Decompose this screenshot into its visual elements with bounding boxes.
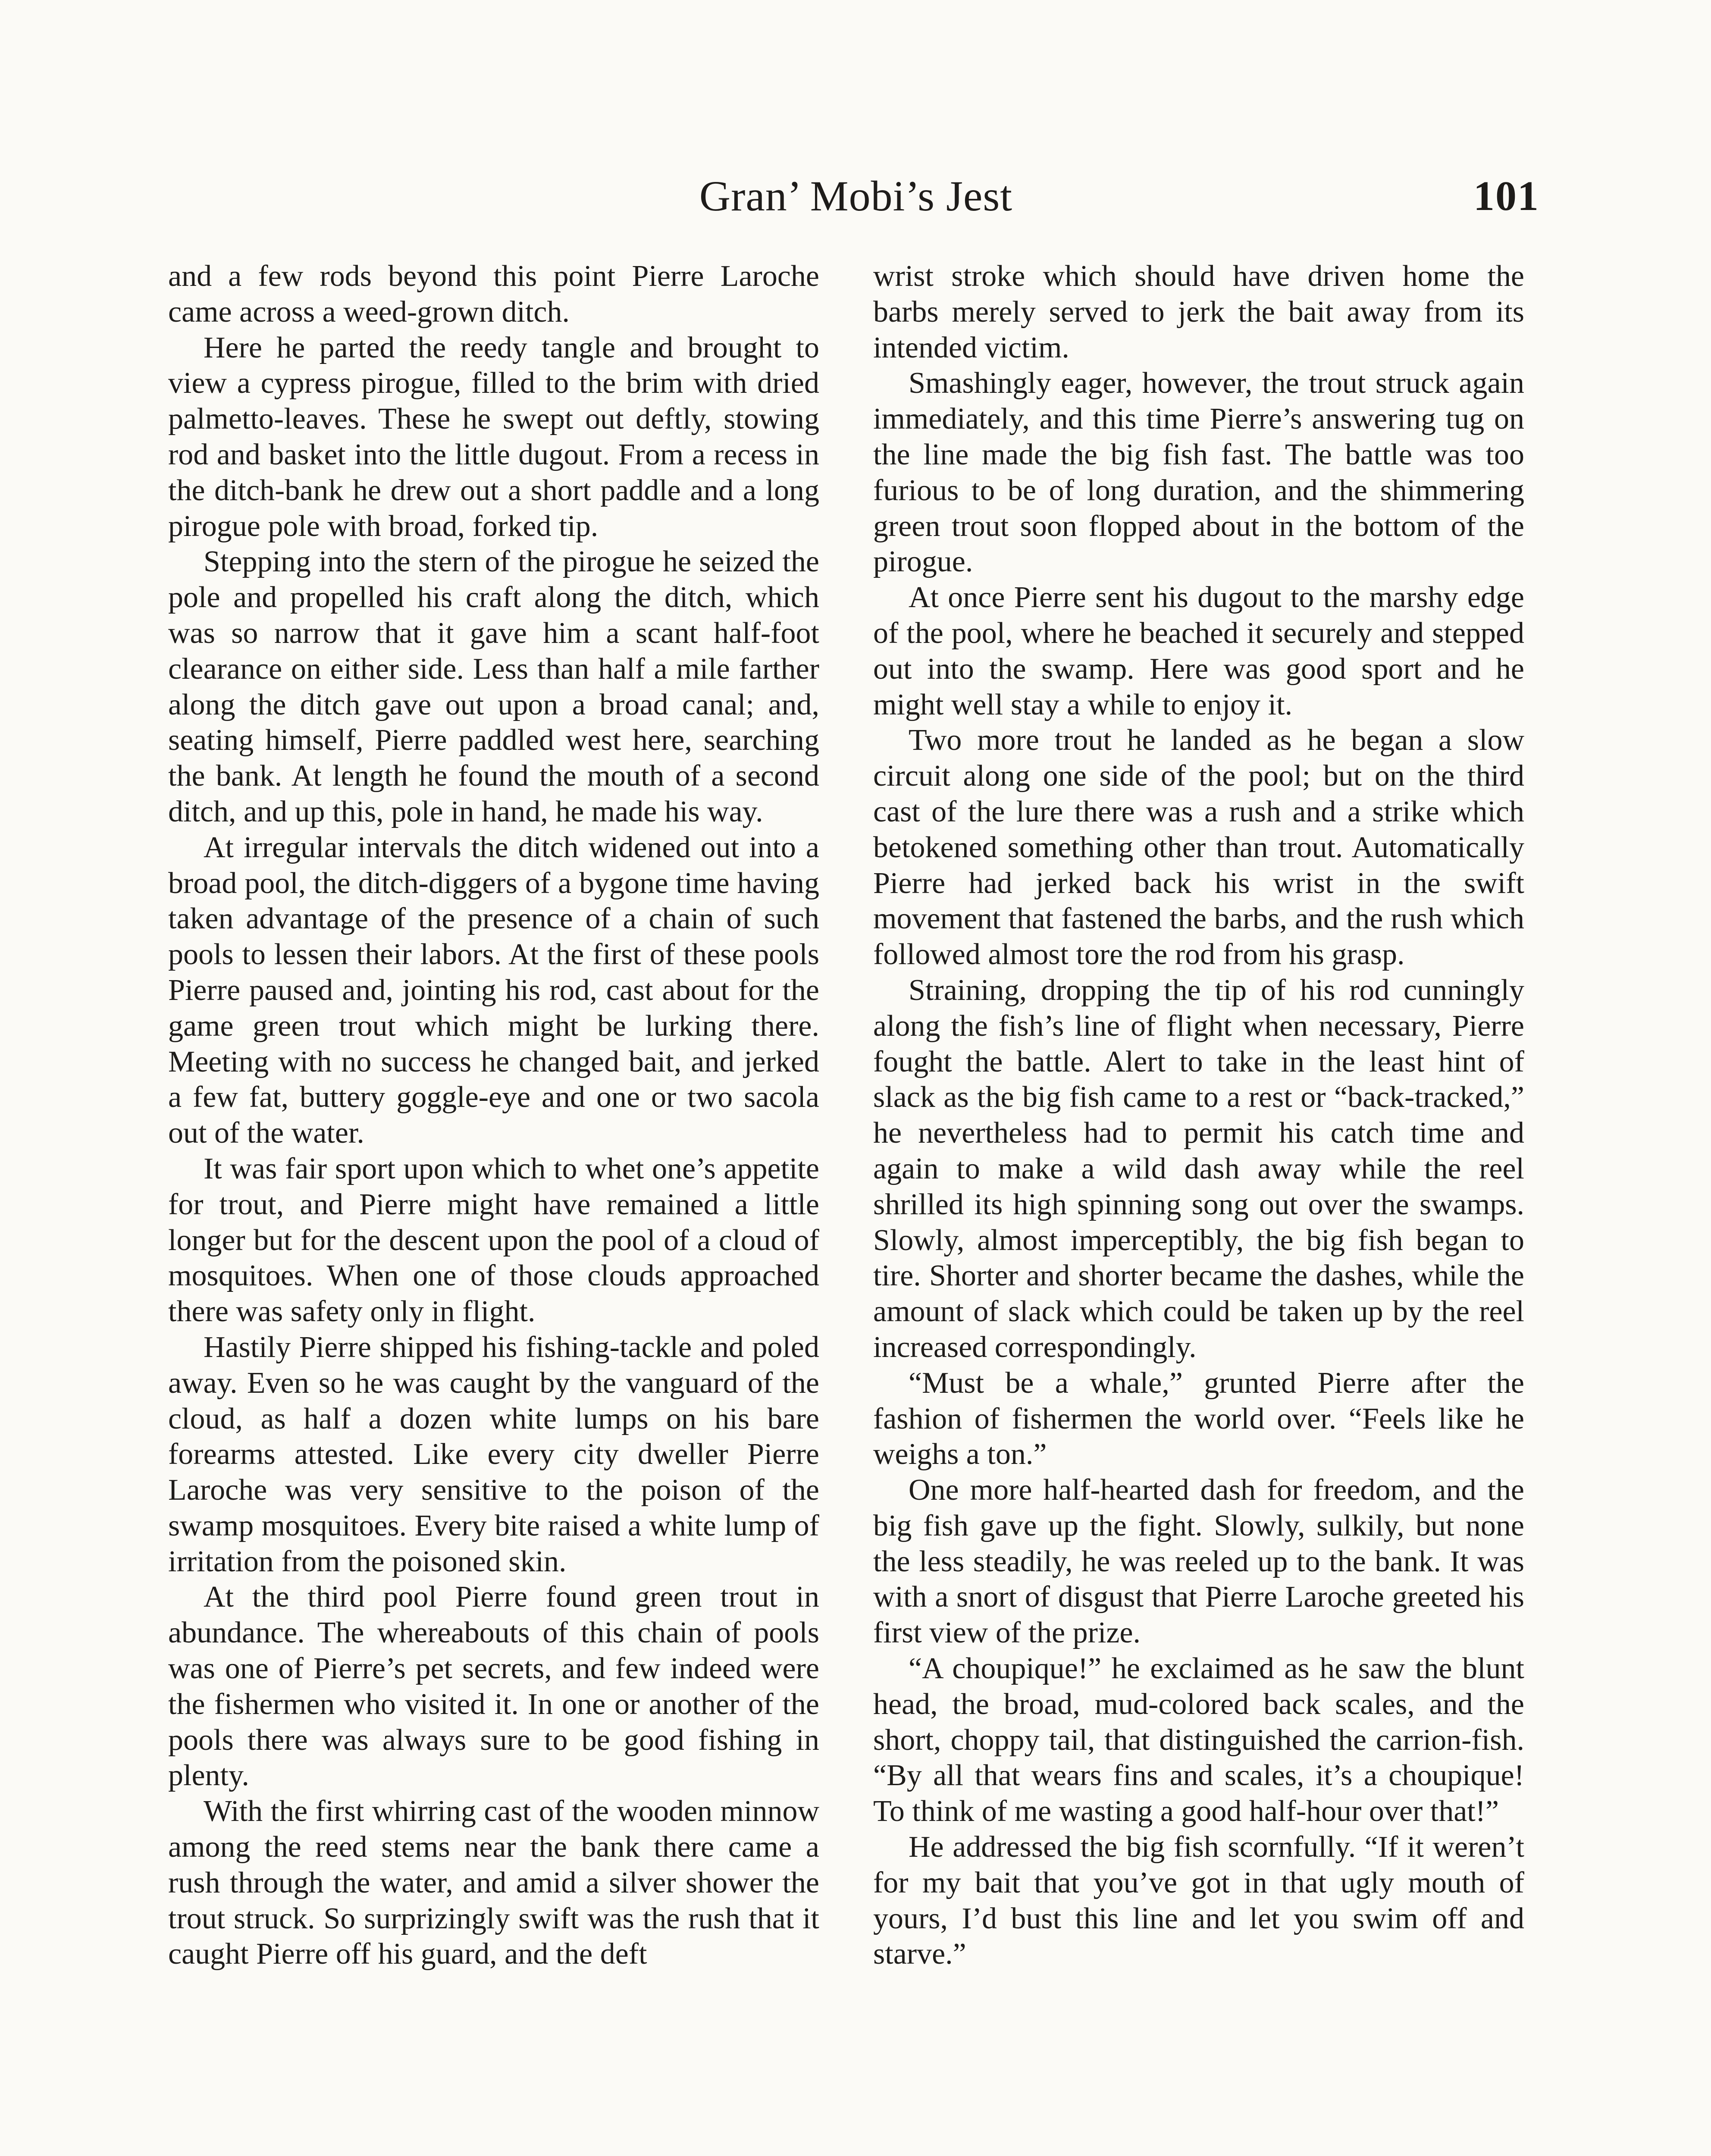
paragraph: Hastily Pierre shipped his fishing-tackle and poled away. Even so he was caught by the vanguard of the cloud, as half a dozen white lumps on his bare forearms attested. Like every city dweller Pierre Laroche was very sensitive to the poison of the swamp mosquitoes. Every bite raised a white lump of irritation from the poisoned skin.	[168, 1330, 819, 1578]
paragraph: At irregular intervals the ditch widened out into a broad pool, the ditch-diggers of a bygone time having taken advantage of the presence of a chain of such pools to lessen their labors. At the first of these pools Pierre paused and, jointing his rod, cast about for the game green trout which might be lurking there. Meeting with no success he changed bait, and jerked a few fat, buttery goggle-eye and one or two sacola out of the water.	[168, 830, 819, 1150]
paragraph: With the first whirring cast of the wooden minnow among the reed stems near the bank there came a rush through the water, and amid a silver shower the trout struck. So surprizingly swift was the rush that it caught Pierre off his guard, and the deft	[168, 1795, 819, 1971]
paragraph: At once Pierre sent his dugout to the marshy edge of the pool, where he beached it securely and stepped out into the swamp. Here was good sport and he might well stay a while to enjoy it.	[873, 581, 1524, 721]
page-header	[172, 164, 1539, 229]
paragraph: Here he parted the reedy tangle and brought to view a cypress pirogue, filled to the brim with dried palmetto-leaves. These he swept out deftly, stowing rod and basket into the little dugout. From a recess in the ditch-bank he drew out a short paddle and a long pirogue pole with broad, forked tip.	[168, 331, 819, 543]
paragraph: At the third pool Pierre found green trout in abundance. The whereabouts of this chain of pools was one of Pierre’s pet secrets, and few indeed were the fishermen who visited it. In one or another of the pools there was always sure to be good fishing in plenty.	[168, 1580, 819, 1792]
running-title: Gran’ Mobi’s Jest	[699, 172, 1013, 220]
paragraph: “Must be a whale,” grunted Pierre after the fashion of fishermen the world over. “Feels like he weighs a ton.”	[873, 1366, 1524, 1471]
paragraph: Smashingly eager, however, the trout struck again immediately, and this time Pierre’s answering tug on the line made the big fish fast. The battle was too furious to be of long duration, and the shimmering green trout soon flopped about in the bottom of the pirogue.	[873, 367, 1524, 579]
paragraph: Straining, dropping the tip of his rod cunningly along the fish’s line of flight when necessary, Pierre fought the battle. Alert to take in the least hint of slack as the big fish came to a rest or “back-tracked,” he nevertheless had to permit his catch time and again to make a wild dash away while the reel shrilled its high spinning song out over the swamps. Slowly, almost imperceptibly, the big fish began to tire. Shorter and shorter became the dashes, while the amount of slack which could be taken up by the reel increased correspondingly.	[873, 973, 1524, 1364]
right-column	[873, 259, 1524, 1972]
paragraph: and a few rods beyond this point Pierre Laroche came across a weed-grown ditch.	[168, 260, 819, 329]
paragraph: It was fair sport upon which to whet one’s appetite for trout, and Pierre might have remained a little longer but for the descent upon the pool of a cloud of mosquitoes. When one of those clouds approached there was safety only in flight.	[168, 1152, 819, 1329]
paragraph: Stepping into the stern of the pirogue he seized the pole and propelled his craft along the ditch, which was so narrow that it gave him a scant half-foot clearance on either side. Less than half a mile farther along the ditch gave out upon a broad canal; and, seating himself, Pierre paddled west here, searching the bank. At length he found the mouth of a second ditch, and up this, pole in hand, he made his way.	[168, 545, 819, 828]
paragraph: One more half-hearted dash for freedom, and the big fish gave up the fight. Slowly, sulkily, but none the less steadily, he was reeled up to the bank. It was with a snort of disgust that Pierre Laroche greeted his first view of the prize.	[873, 1473, 1524, 1650]
paragraph: He addressed the big fish scornfully. “If it weren’t for my bait that you’ve got in that ugly mouth of yours, I’d bust this line and let you swim off and starve.”	[873, 1830, 1524, 1971]
page-number: 101	[1473, 173, 1539, 219]
paragraph: “A choupique!” he exclaimed as he saw the blunt head, the broad, mud-colored back scales, and the short, choppy tail, that distinguished the carrion-fish. “By all that wears fins and scales, it’s a choupique! To think of me wasting a good half-hour over that!”	[873, 1652, 1524, 1828]
paragraph: wrist stroke which should have driven home the barbs merely served to jerk the bait away from its intended victim.	[873, 260, 1524, 364]
paragraph: Two more trout he landed as he began a slow circuit along one side of the pool; but on the third cast of the lure there was a rush and a strike which betokened something other than trout. Automatically Pierre had jerked back his wrist in the swift movement that fastened the barbs, and the rush which followed almost tore the rod from his grasp.	[873, 724, 1524, 971]
left-column	[168, 259, 819, 1972]
